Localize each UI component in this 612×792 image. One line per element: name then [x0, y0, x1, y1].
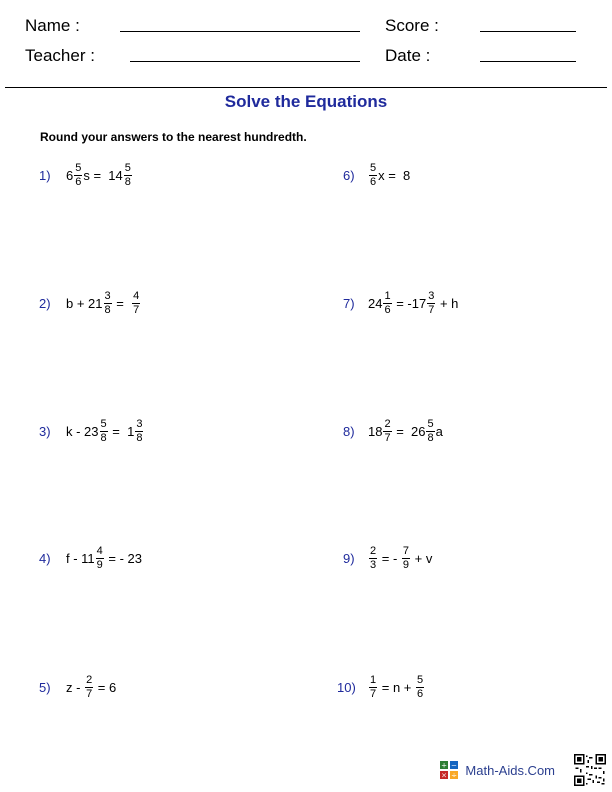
- fraction-numerator: 1: [384, 289, 391, 302]
- fraction-numerator: 4: [96, 544, 103, 557]
- problem-equation: [368, 414, 443, 448]
- fraction-numerator: 3: [428, 289, 435, 302]
- equation-text: =: [112, 295, 132, 311]
- equation-text: = 26: [392, 423, 426, 439]
- teacher-line[interactable]: [130, 61, 360, 62]
- equation-text: a: [435, 423, 443, 439]
- fraction-denominator: 8: [427, 431, 434, 444]
- fraction-numerator: 5: [370, 161, 377, 174]
- fraction-numerator: 3: [136, 417, 143, 430]
- fraction-numerator: 5: [124, 161, 131, 174]
- fraction-numerator: 1: [370, 673, 377, 686]
- equation-text: f - 11: [66, 550, 95, 566]
- fraction: [416, 675, 424, 700]
- score-label: Score :: [385, 16, 439, 35]
- fraction-numerator: 5: [417, 673, 424, 686]
- problem-number: 6): [343, 168, 355, 183]
- date-line[interactable]: [480, 61, 576, 62]
- svg-text:+: +: [441, 761, 447, 770]
- fraction-denominator: 6: [417, 687, 424, 700]
- equation-text: = -17: [392, 295, 427, 311]
- problem-number: 2): [39, 296, 51, 311]
- fraction: [369, 163, 377, 188]
- fraction-numerator: 7: [402, 544, 410, 557]
- fraction-denominator: 8: [104, 303, 111, 316]
- fraction-denominator: 6: [370, 175, 377, 188]
- fraction-denominator: 7: [428, 303, 435, 316]
- problem-number: 4): [39, 551, 51, 566]
- worksheet-title: Solve the Equations: [224, 92, 388, 111]
- fraction: [427, 291, 435, 316]
- svg-text:×: ×: [441, 771, 447, 779]
- fraction-numerator: 2: [370, 544, 377, 557]
- equation-text: b + 21: [66, 295, 103, 311]
- fraction: [402, 546, 410, 571]
- problem-equation: [66, 286, 141, 320]
- fraction-denominator: 8: [136, 431, 143, 444]
- teacher-label: Teacher :: [25, 46, 95, 65]
- equation-text: s = 14: [83, 167, 123, 183]
- problem-equation: [66, 414, 144, 448]
- equation-text: z -: [66, 679, 85, 695]
- fraction-denominator: 7: [133, 303, 140, 316]
- name-label: Name :: [25, 16, 80, 35]
- problem-equation: [66, 541, 142, 575]
- problem-number: 5): [39, 680, 51, 695]
- svg-text:−: −: [451, 761, 457, 770]
- problem-number: 7): [343, 296, 355, 311]
- fraction: [85, 675, 93, 700]
- brand-name: Math-Aids.Com: [465, 763, 555, 778]
- fraction: [426, 419, 434, 444]
- equation-text: 24: [368, 295, 383, 311]
- fraction-denominator: 9: [402, 558, 410, 571]
- equation-text: + h: [436, 295, 459, 311]
- problem-equation: [368, 158, 410, 192]
- fraction-denominator: 3: [370, 558, 377, 571]
- equation-text: x = 8: [378, 167, 411, 183]
- header-divider: [5, 87, 607, 88]
- qr-code-icon: [574, 754, 606, 786]
- equation-text: = 6: [94, 679, 117, 695]
- problem-number: 8): [343, 424, 355, 439]
- problem-equation: [368, 286, 458, 320]
- equation-text: k - 23: [66, 423, 99, 439]
- fraction: [383, 419, 391, 444]
- fraction: [96, 546, 104, 571]
- problem-equation: [368, 541, 432, 575]
- fraction-denominator: 9: [96, 558, 103, 571]
- svg-text:÷: ÷: [451, 771, 457, 779]
- equation-text: + v: [411, 550, 433, 566]
- fraction: [104, 291, 112, 316]
- math-aids-logo-icon: [440, 761, 458, 779]
- equation-text: 18: [368, 423, 383, 439]
- problem-number: 9): [343, 551, 355, 566]
- problem-equation: [66, 158, 133, 192]
- fraction-numerator: 4: [133, 289, 140, 302]
- instructions: Round your answers to the nearest hundredth.: [40, 130, 307, 144]
- fraction-denominator: 6: [384, 303, 391, 316]
- fraction-denominator: 7: [370, 687, 377, 700]
- fraction-numerator: 5: [427, 417, 434, 430]
- fraction-denominator: 7: [384, 431, 391, 444]
- fraction-denominator: 8: [100, 431, 107, 444]
- problem-number: 10): [337, 680, 356, 695]
- problem-equation: [66, 670, 116, 704]
- problem-equation: [368, 670, 425, 704]
- fraction-numerator: 5: [100, 417, 107, 430]
- equation-text: = -: [378, 550, 401, 566]
- score-line[interactable]: [480, 31, 576, 32]
- fraction: [74, 163, 82, 188]
- fraction-numerator: 3: [104, 289, 111, 302]
- fraction-denominator: 8: [124, 175, 131, 188]
- fraction: [369, 546, 377, 571]
- problem-number: 1): [39, 168, 51, 183]
- fraction-numerator: 2: [384, 417, 391, 430]
- fraction: [369, 675, 377, 700]
- name-line[interactable]: [120, 31, 360, 32]
- problem-number: 3): [39, 424, 51, 439]
- date-label: Date :: [385, 46, 431, 65]
- fraction-numerator: 5: [75, 161, 82, 174]
- equation-text: = - 23: [104, 550, 143, 566]
- fraction: [100, 419, 108, 444]
- fraction: [135, 419, 143, 444]
- equation-text: = 1: [108, 423, 135, 439]
- fraction-denominator: 6: [75, 175, 82, 188]
- fraction-numerator: 2: [86, 673, 93, 686]
- fraction-denominator: 7: [86, 687, 93, 700]
- equation-text: 6: [66, 167, 74, 183]
- fraction: [124, 163, 132, 188]
- fraction: [132, 291, 140, 316]
- equation-text: = n +: [378, 679, 415, 695]
- fraction: [383, 291, 391, 316]
